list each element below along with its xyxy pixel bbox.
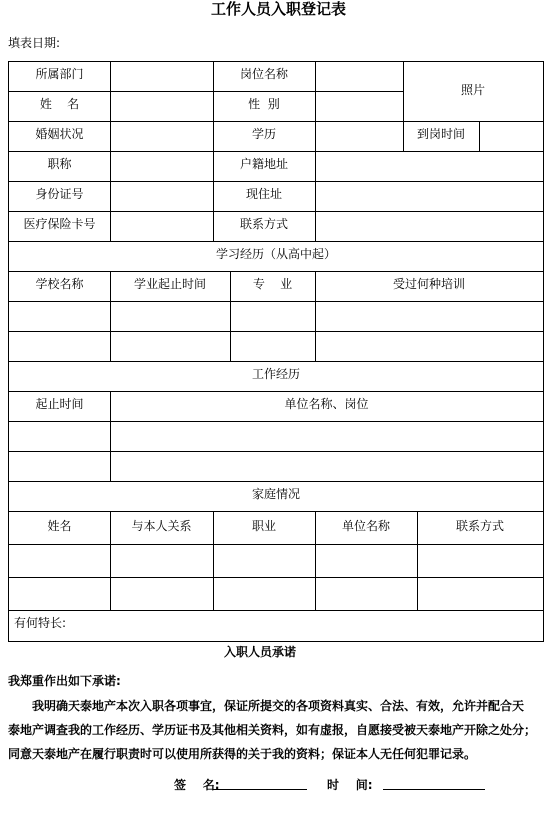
family-col-relation: 与本人关系: [131, 519, 192, 533]
specialty-label: 有何特长:: [14, 616, 67, 630]
family-col-contact: 联系方式: [455, 519, 504, 533]
pledge-line-2: 泰地产调查我的工作经历、学历证书及其他相关资料，如有虚报，自愿接受被天泰地产开除之处分；: [8, 723, 537, 737]
family-col-unit: 单位名称: [341, 519, 390, 533]
label-position: 岗位名称: [239, 67, 288, 81]
pledge-title: 入职人员承诺: [223, 645, 296, 659]
section-work: 工作经历: [251, 367, 300, 381]
study-col-training: 受过何种培训: [392, 277, 465, 291]
label-name: 姓 名: [39, 97, 80, 111]
label-id-number: 身份证号: [35, 187, 84, 201]
photo-label: 照片: [460, 83, 485, 97]
pledge-line-1: 我明确天泰地产本次入职各项事宜，保证所提交的各项资料真实、合法、有效，允许并配合天: [32, 699, 525, 713]
section-family: 家庭情况: [251, 487, 300, 501]
family-col-name: 姓名: [47, 519, 72, 533]
family-col-job: 职业: [251, 519, 276, 533]
label-education: 学历: [251, 127, 276, 141]
label-start-date: 到岗时间: [416, 127, 465, 141]
registration-table: [8, 61, 544, 642]
section-study: 学习经历（从高中起）: [215, 247, 336, 261]
work-col-unit: 单位名称、岗位: [284, 397, 369, 411]
label-department: 所属部门: [35, 67, 84, 81]
label-address: 现住址: [245, 187, 282, 201]
signature-line: [213, 776, 307, 790]
label-medical-card: 医疗保险卡号: [23, 217, 96, 231]
label-hukou: 户籍地址: [239, 157, 288, 171]
pledge-line-3: 同意天泰地产在履行职责时可以使用所获得的关于我的资料；保证本人无任何犯罪记录。: [8, 747, 477, 761]
form-title: 工作人员入职登记表: [210, 0, 346, 18]
work-col-period: 起止时间: [35, 397, 84, 411]
pledge-intro: 我郑重作出如下承诺:: [8, 674, 121, 688]
time-label: 时 间:: [327, 778, 373, 792]
label-contact: 联系方式: [239, 217, 288, 231]
label-title-rank: 职称: [47, 157, 72, 171]
fill-date-label: 填表日期:: [8, 36, 61, 50]
study-col-period: 学业起止时间: [133, 277, 206, 291]
label-marital: 婚姻状况: [35, 127, 84, 141]
study-col-major: 专 业: [252, 277, 293, 291]
study-col-school: 学校名称: [35, 277, 84, 291]
label-gender: 性 别: [248, 97, 280, 111]
signature-label: 签 名:: [174, 778, 220, 792]
time-line: [383, 776, 485, 790]
